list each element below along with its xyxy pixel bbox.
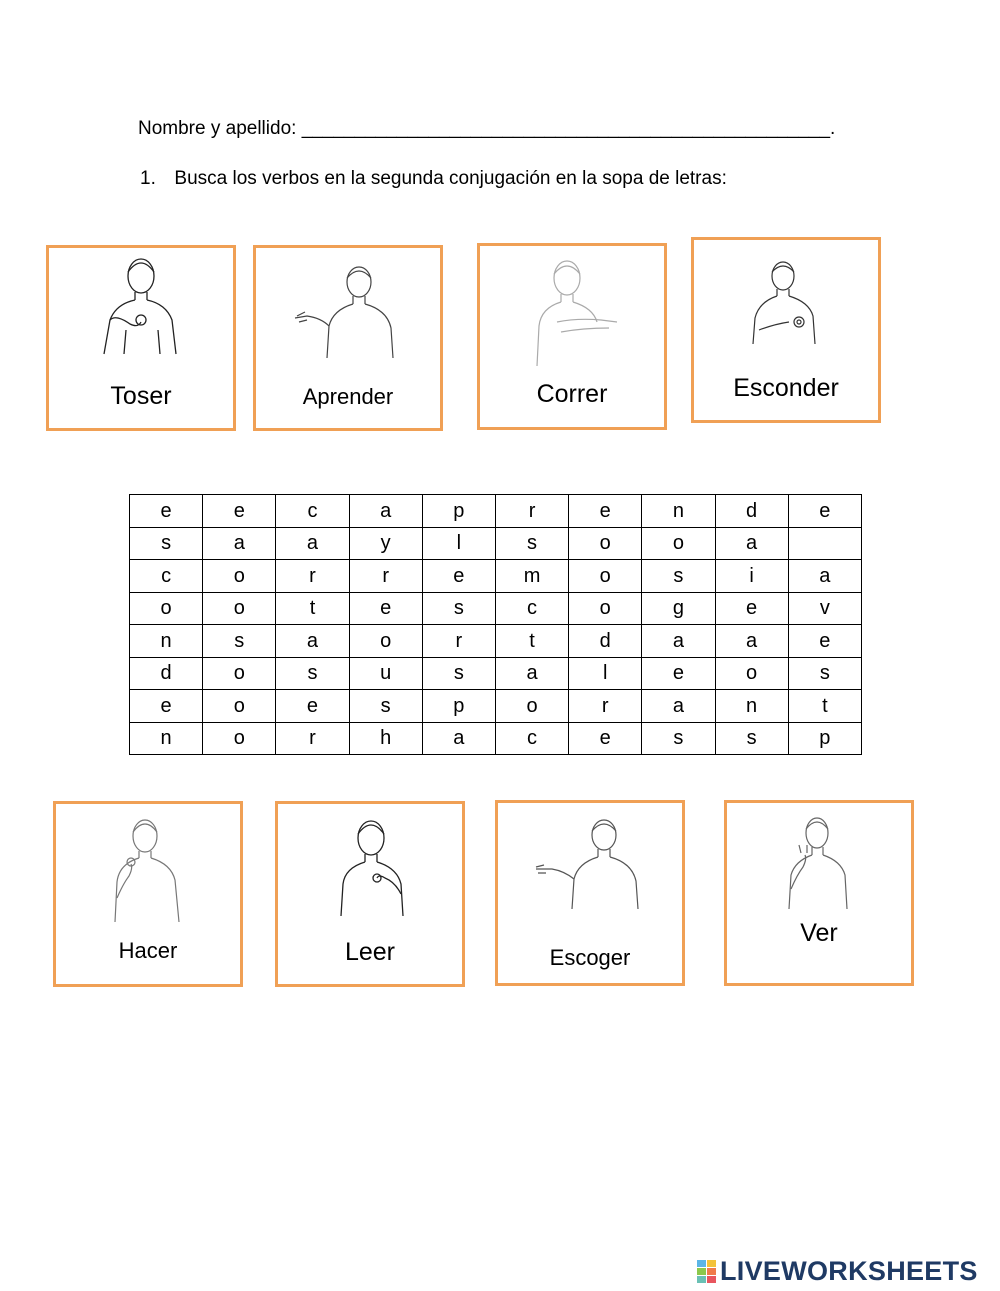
grid-cell[interactable]: c (495, 592, 568, 625)
grid-cell[interactable]: c (130, 560, 203, 593)
grid-cell[interactable]: t (788, 690, 861, 723)
grid-cell[interactable]: s (715, 722, 788, 755)
grid-row (130, 495, 862, 528)
grid-cell[interactable]: i (715, 560, 788, 593)
grid-cell[interactable]: d (130, 657, 203, 690)
card-hacer (53, 801, 243, 987)
grid-cell[interactable]: s (422, 657, 495, 690)
grid-cell[interactable]: o (203, 690, 276, 723)
card-label: Correr (536, 380, 608, 408)
grid-cell[interactable]: t (276, 592, 349, 625)
person-sign-icon (293, 262, 403, 366)
grid-cell[interactable]: s (788, 657, 861, 690)
grid-cell[interactable]: e (788, 495, 861, 528)
grid-cell[interactable]: o (203, 722, 276, 755)
grid-cell[interactable]: s (642, 722, 715, 755)
grid-cell[interactable]: o (203, 592, 276, 625)
person-sign-icon (93, 814, 203, 926)
grid-cell[interactable]: e (276, 690, 349, 723)
liveworksheets-logo (697, 1255, 978, 1287)
person-sign-icon (315, 816, 425, 924)
grid-cell[interactable]: r (276, 722, 349, 755)
grid-cell[interactable]: n (642, 495, 715, 528)
grid-cell[interactable]: p (788, 722, 861, 755)
grid-cell[interactable]: a (642, 625, 715, 658)
card-label: Toser (110, 382, 172, 410)
grid-cell[interactable]: c (276, 495, 349, 528)
grid-cell[interactable]: e (569, 495, 642, 528)
name-blank[interactable]: __________________________________________________. (301, 118, 836, 139)
grid-row (130, 560, 862, 593)
grid-cell[interactable]: a (642, 690, 715, 723)
instruction-line (140, 168, 727, 190)
grid-cell[interactable]: o (569, 560, 642, 593)
card-label: Leer (344, 938, 396, 966)
grid-row (130, 722, 862, 755)
logo-text: LIVEWORKSHEETS (720, 1255, 978, 1286)
grid-cell[interactable]: l (422, 527, 495, 560)
grid-cell[interactable]: e (788, 625, 861, 658)
grid-cell[interactable]: e (569, 722, 642, 755)
grid-cell[interactable] (788, 527, 861, 560)
grid-cell[interactable]: s (349, 690, 422, 723)
grid-cell[interactable]: h (349, 722, 422, 755)
card-escoger (495, 800, 685, 986)
grid-cell[interactable]: s (130, 527, 203, 560)
grid-cell[interactable]: n (130, 625, 203, 658)
grid-row (130, 690, 862, 723)
grid-cell[interactable]: a (203, 527, 276, 560)
grid-row (130, 625, 862, 658)
person-sign-icon (731, 258, 841, 354)
card-label: Ver (800, 919, 838, 947)
grid-cell[interactable]: d (569, 625, 642, 658)
grid-cell[interactable]: r (569, 690, 642, 723)
grid-cell[interactable]: o (203, 657, 276, 690)
grid-cell[interactable]: y (349, 527, 422, 560)
grid-cell[interactable]: a (422, 722, 495, 755)
grid-cell[interactable]: g (642, 592, 715, 625)
grid-cell[interactable]: s (276, 657, 349, 690)
grid-cell[interactable]: c (495, 722, 568, 755)
grid-cell[interactable]: o (569, 527, 642, 560)
grid-cell[interactable]: p (422, 495, 495, 528)
grid-cell[interactable]: s (495, 527, 568, 560)
card-label: Hacer (118, 938, 178, 963)
card-toser (46, 245, 236, 431)
grid-cell[interactable]: o (715, 657, 788, 690)
grid-cell[interactable]: s (642, 560, 715, 593)
card-label: Escoger (549, 945, 631, 970)
name-label: Nombre y apellido: (138, 118, 297, 139)
person-sign-icon (530, 815, 650, 915)
grid-row (130, 657, 862, 690)
grid-cell[interactable]: o (495, 690, 568, 723)
grid-cell[interactable]: e (203, 495, 276, 528)
grid-cell[interactable]: a (715, 527, 788, 560)
grid-cell[interactable]: d (715, 495, 788, 528)
grid-cell[interactable]: s (203, 625, 276, 658)
grid-cell[interactable]: o (642, 527, 715, 560)
grid-cell[interactable]: e (349, 592, 422, 625)
grid-cell[interactable]: v (788, 592, 861, 625)
instruction-text: Busca los verbos en la segunda conjugación en la sopa de letras: (174, 168, 727, 189)
grid-row (130, 592, 862, 625)
grid-cell[interactable]: u (349, 657, 422, 690)
instruction-number: 1. (140, 168, 156, 189)
grid-cell[interactable]: a (495, 657, 568, 690)
grid-cell[interactable]: s (422, 592, 495, 625)
grid-cell[interactable]: e (715, 592, 788, 625)
grid-cell[interactable]: m (495, 560, 568, 593)
card-esconder (691, 237, 881, 423)
grid-cell[interactable]: a (276, 527, 349, 560)
card-label: Esconder (733, 374, 839, 402)
grid-cell[interactable]: o (203, 560, 276, 593)
grid-cell[interactable]: o (349, 625, 422, 658)
grid-cell[interactable]: r (422, 625, 495, 658)
colored-blocks-icon (697, 1260, 716, 1283)
grid-cell[interactable]: e (130, 690, 203, 723)
card-ver (724, 800, 914, 986)
grid-cell[interactable]: e (642, 657, 715, 690)
grid-cell[interactable]: r (276, 560, 349, 593)
name-line (138, 118, 835, 140)
grid-cell[interactable]: n (715, 690, 788, 723)
grid-cell[interactable]: a (715, 625, 788, 658)
grid-cell[interactable]: e (130, 495, 203, 528)
card-leer (275, 801, 465, 987)
person-sign-icon (86, 254, 196, 366)
grid-cell[interactable]: a (349, 495, 422, 528)
card-label: Aprender (302, 384, 394, 409)
grid-cell[interactable]: a (276, 625, 349, 658)
grid-cell[interactable]: o (569, 592, 642, 625)
grid-cell[interactable]: t (495, 625, 568, 658)
grid-cell[interactable]: o (130, 592, 203, 625)
card-correr (477, 243, 667, 430)
card-aprender (253, 245, 443, 431)
grid-cell[interactable]: r (495, 495, 568, 528)
grid-cell[interactable]: a (788, 560, 861, 593)
grid-cell[interactable]: p (422, 690, 495, 723)
word-search-grid (129, 494, 862, 755)
grid-cell[interactable]: n (130, 722, 203, 755)
grid-row (130, 527, 862, 560)
grid-cell[interactable]: r (349, 560, 422, 593)
grid-cell[interactable]: l (569, 657, 642, 690)
grid-cell[interactable]: e (422, 560, 495, 593)
person-sign-icon (517, 256, 627, 368)
person-sign-icon (769, 813, 869, 913)
